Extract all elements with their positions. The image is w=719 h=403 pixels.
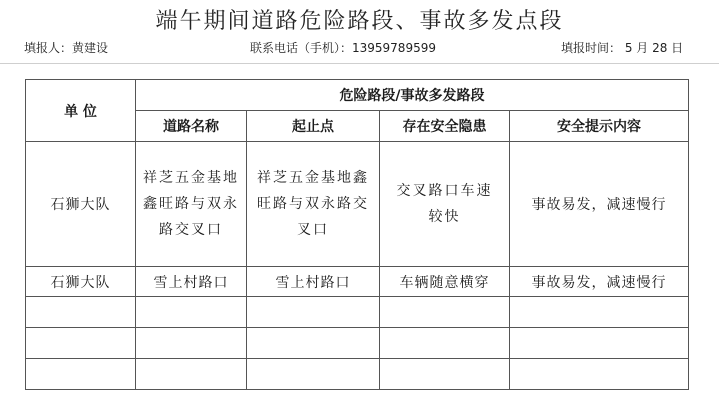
document-title: 端午期间道路危险路段、事故多发点段: [155, 9, 564, 34]
empty-cell: [380, 328, 510, 359]
unit-cell: [26, 142, 136, 267]
table-header-row: [26, 80, 689, 111]
phone-label: 联系电话（手机）：13959789599: [250, 41, 436, 55]
divider: [0, 63, 719, 64]
hazard-text: 交叉路口车速较快: [396, 183, 493, 225]
empty-row: [26, 359, 689, 390]
empty-cell: [510, 359, 689, 390]
empty-cell: [136, 359, 247, 390]
unit-cell: [26, 267, 136, 297]
empty-cell: [510, 297, 689, 328]
road-cell: [136, 267, 247, 297]
range-cell: [247, 142, 380, 267]
tip-text: 事故易发，减速慢行: [531, 274, 667, 291]
header-road-name: 道路名称: [136, 111, 247, 142]
road-text: 雪上村路口: [153, 274, 229, 291]
hazard-table: [25, 79, 689, 390]
range-text: 祥芝五金基地鑫旺路与双永路交叉口: [257, 170, 369, 238]
header-start-end: 起止点: [247, 111, 380, 142]
empty-cell: [26, 297, 136, 328]
empty-cell: [26, 359, 136, 390]
empty-row: [26, 297, 689, 328]
tip-cell: [510, 267, 689, 297]
reporter-label: 填报人：黄建设: [24, 41, 109, 55]
road-cell: [136, 142, 247, 267]
report-time-label: 填报时间： 5 月 28 日: [561, 41, 684, 55]
road-text: 祥芝五金基地鑫旺路与双永路交叉口: [143, 170, 239, 238]
empty-cell: [380, 297, 510, 328]
hazard-cell: [380, 267, 510, 297]
empty-cell: [136, 297, 247, 328]
header-hazard-group: 危险路段/事故多发路段: [136, 80, 689, 111]
tip-cell: [510, 142, 689, 267]
header-unit: 单 位: [26, 80, 136, 142]
unit-text: 石狮大队: [50, 197, 111, 213]
range-text: 雪上村路口: [275, 274, 351, 291]
table-row: [26, 142, 689, 267]
header-safety-tip: 安全提示内容: [510, 111, 689, 142]
report-info-row: [0, 39, 719, 57]
empty-row: [26, 328, 689, 359]
hazard-text: 车辆随意横穿: [399, 274, 490, 291]
empty-cell: [247, 328, 380, 359]
empty-cell: [136, 328, 247, 359]
empty-cell: [380, 359, 510, 390]
header-hazard: 存在安全隐患: [380, 111, 510, 142]
empty-cell: [247, 297, 380, 328]
tip-text: 事故易发，减速慢行: [531, 197, 667, 213]
unit-text: 石狮大队: [50, 274, 111, 291]
empty-cell: [247, 359, 380, 390]
hazard-cell: [380, 142, 510, 267]
table-row: [26, 267, 689, 297]
empty-cell: [26, 328, 136, 359]
range-cell: [247, 267, 380, 297]
empty-cell: [510, 328, 689, 359]
